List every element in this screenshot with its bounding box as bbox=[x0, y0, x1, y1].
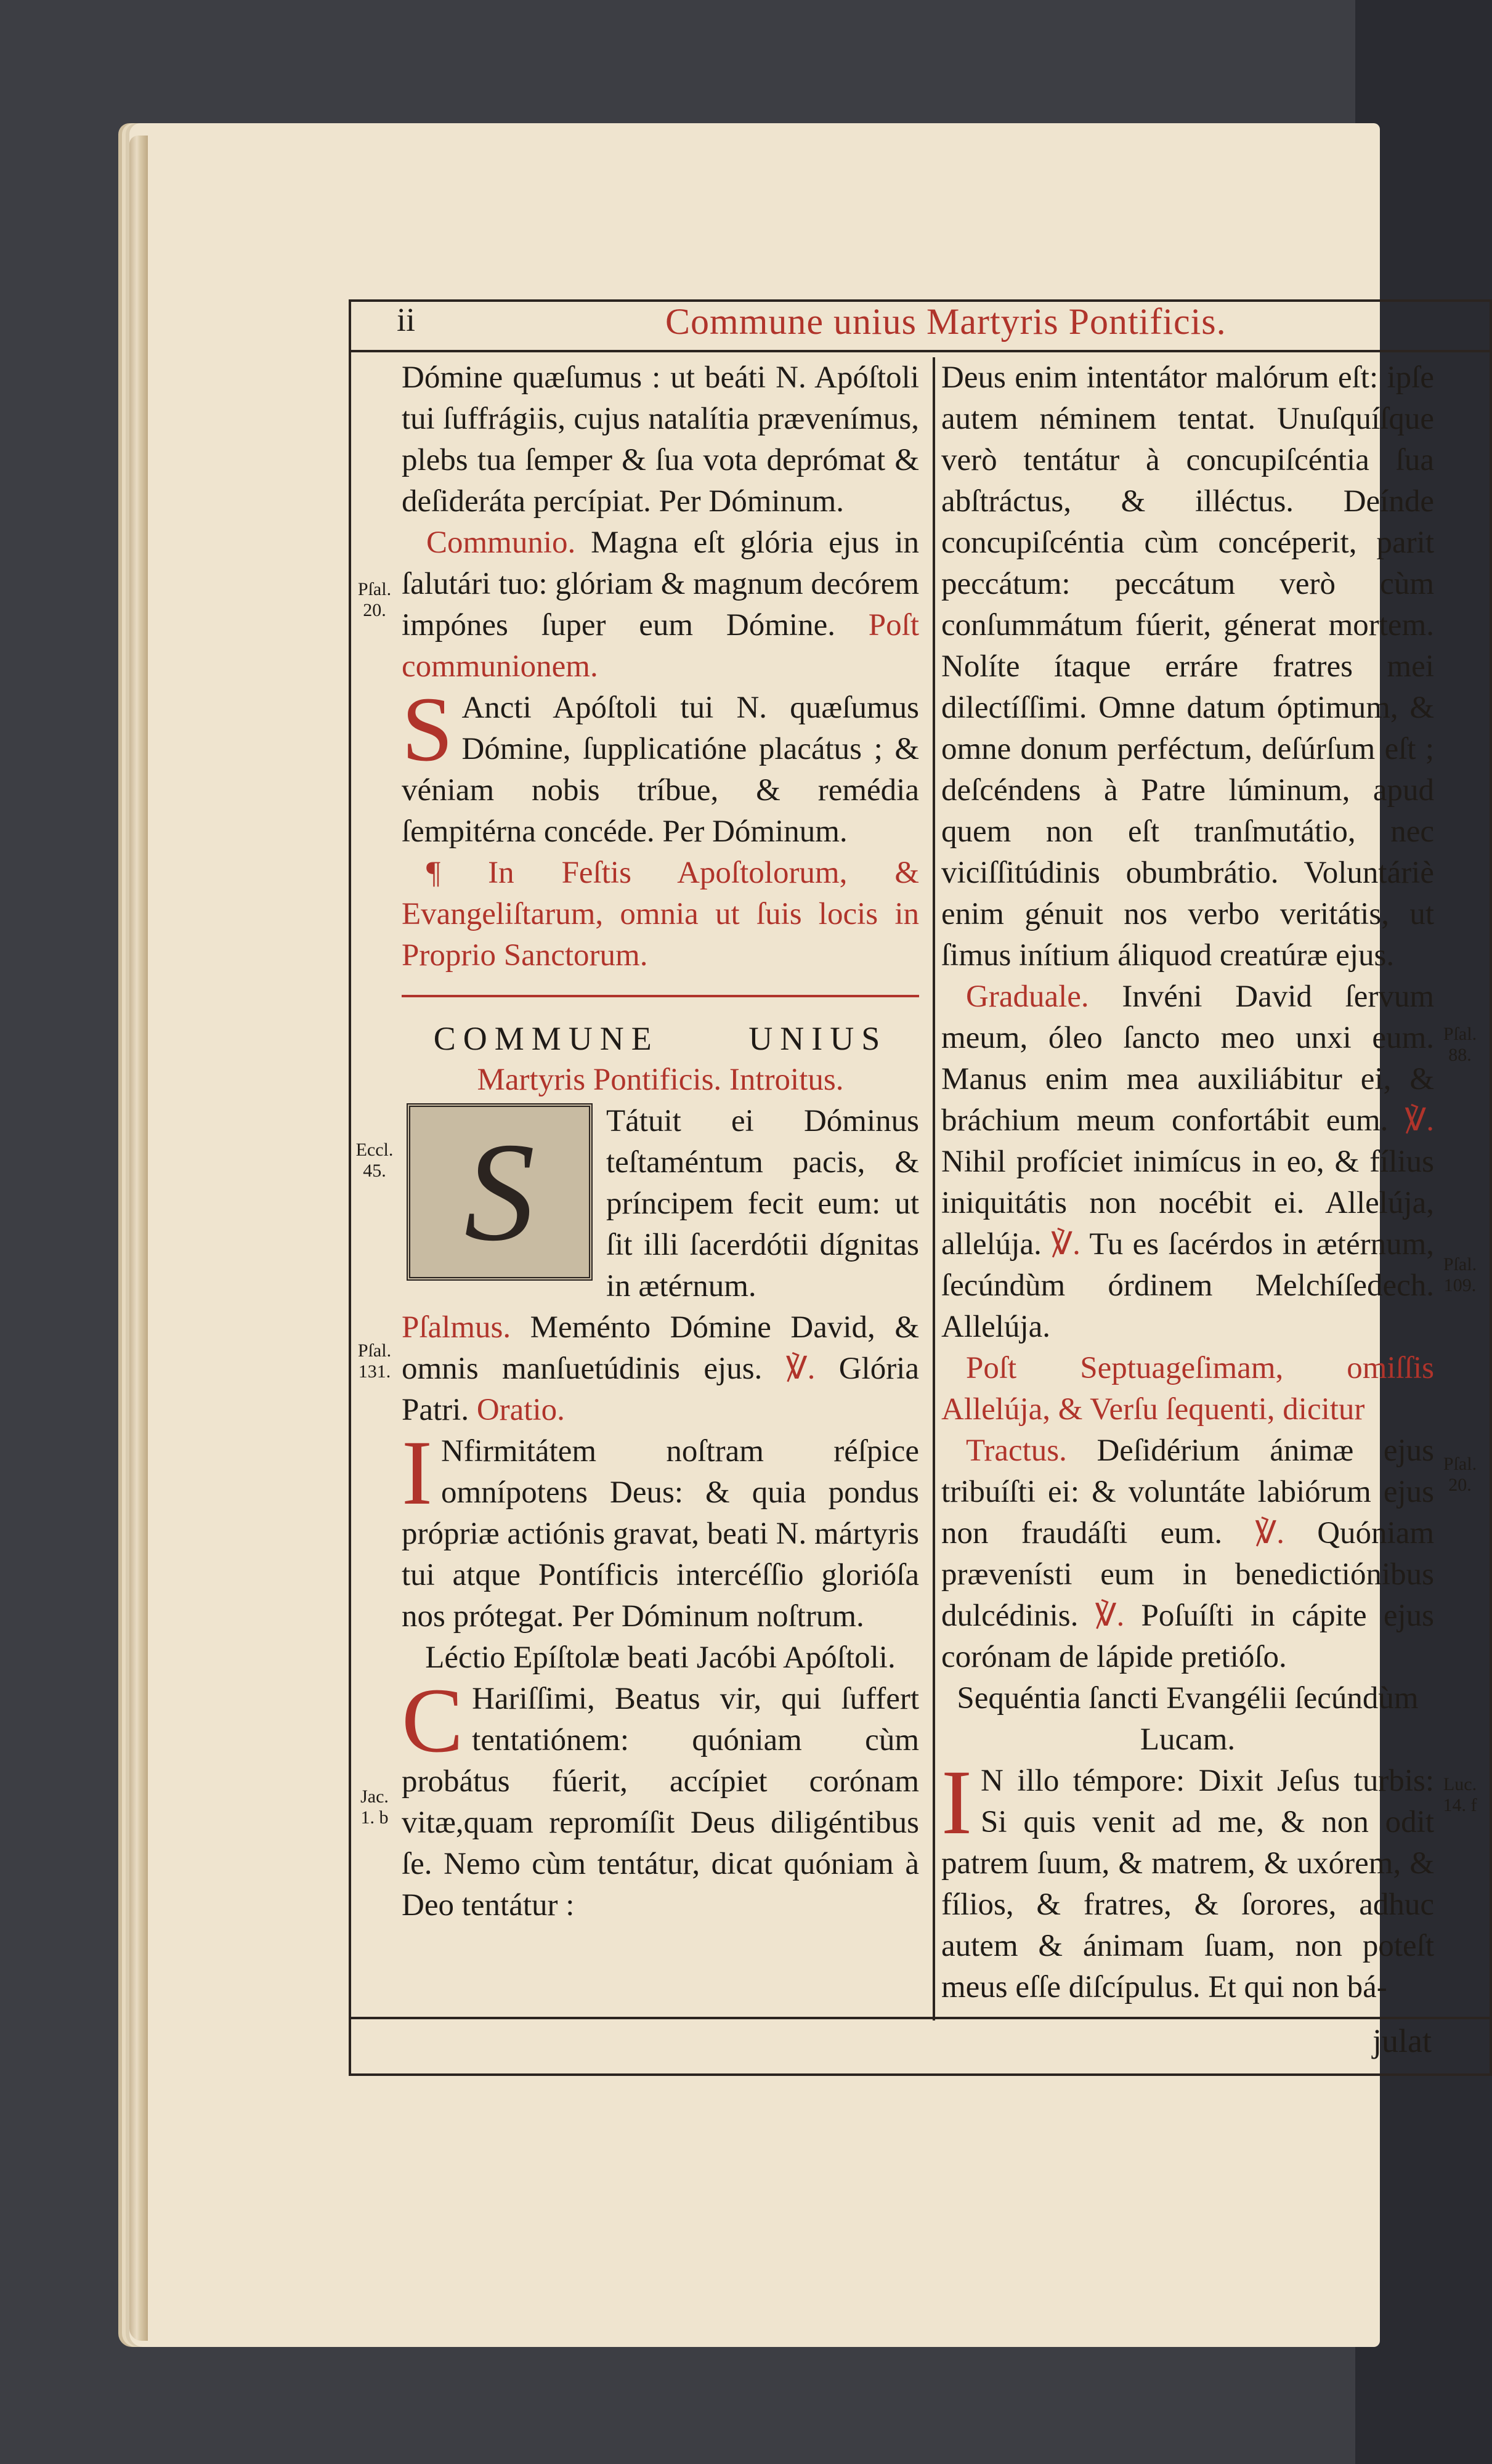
catchword: julat bbox=[1372, 2022, 1432, 2059]
drop-cap-s: S bbox=[402, 678, 453, 780]
postcommunio-text: Ancti Apóſtoli tui N. quæſumus Dómine, ſupplicatióne placátus ; & véniam nobis tríbue, & remédia ſempitérna concéde. Per Dóminum. bbox=[402, 691, 919, 849]
oratio-paragraph bbox=[402, 1422, 919, 1637]
margin-note-psal20: Pſal. 20. bbox=[357, 579, 392, 620]
tractus-verse-1: Quóniam prævenísti eum in benedictiónibus dulcédinis. bbox=[941, 1516, 1434, 1633]
margin-note-psal131: Pſal. 131. bbox=[357, 1340, 392, 1382]
margin-note-jac1: Jac. 1. b bbox=[360, 1786, 389, 1828]
margin-note-psal88: Pſal. 88. bbox=[1443, 1024, 1477, 1065]
left-column bbox=[402, 357, 919, 1926]
drop-cap-c: C bbox=[402, 1669, 464, 1772]
epistle-continuation: Deus enim intentátor malórum eſt: ipſe autem néminem tentat. Unuſquíſque verò tentátur à concupiſcéntia ſua abſtráctus, & illéctus. Deínde concupiſcéntia cùm concéperit, parit peccátum: peccátum verò cùm conſummátum fúerit, génerat mortem. Nolíte ítaque erráre fratres mei dilectíſſimi. Omne datum óptimum, & omne donum perféctum, deſúrſum eſt ; deſcéndens à Patre lúminum, apud quem non eſt tranſmutátio, nec viciſſitúdinis obumbrátio. Voluntáriè enim génuit nos verbo veritátis, ut ſimus inítium áliquod creatúræ ejus. bbox=[941, 360, 1434, 973]
communio-text: Magna eſt glória ejus in ſalutári tuo: glóriam & magnum decórem impónes ſuper eum Dómine. bbox=[402, 525, 919, 642]
graduale-label: Graduale. bbox=[966, 979, 1089, 1014]
tractus-paragraph bbox=[941, 1430, 1434, 1678]
margin-note-eccl45: Eccl. 45. bbox=[355, 1140, 394, 1181]
communio-label: Communio. bbox=[426, 525, 576, 560]
running-title: Commune unius Martyris Pontificis. bbox=[665, 301, 1226, 342]
section-divider bbox=[402, 995, 919, 997]
column-divider bbox=[933, 357, 935, 2020]
psalm-label: Pſalmus. bbox=[402, 1310, 511, 1345]
sequentia-title: Sequéntia ſancti Evangélii ſecúndùm Lucam. bbox=[957, 1681, 1419, 1757]
drop-cap-i-gospel: I bbox=[941, 1751, 972, 1854]
oratio-text: Nfirmitátem noſtram réſpice omnípotens Deus: & quia pondus própriæ actiónis gravat, beati N. mártyris tui atque Pontíficis intercéſſio glorióſa nos prótegat. Per Dóminum noſtrum. bbox=[402, 1434, 919, 1634]
oratio-label: Oratio. bbox=[476, 1393, 565, 1427]
collect-ending: Dómine quæſumus : ut beáti N. Apóſtoli tui ſuffrágiis, cujus natalítia prævenímus, plebs tua ſemper & ſua vota deprómat & deſideráta percípiat. Per Dóminum. bbox=[402, 360, 919, 519]
margin-note-luc14: Luc. 14. f bbox=[1443, 1774, 1477, 1815]
psalm-paragraph bbox=[402, 1307, 919, 1431]
page-edges bbox=[129, 136, 148, 2341]
lectio-title: Léctio Epíſtolæ beati Jacóbi Apóſtoli. bbox=[425, 1640, 896, 1675]
lectio-paragraph bbox=[402, 1669, 919, 1926]
alleluia-verse: Tu es ſacérdos in ætérnum, ſecúndùm órdinem Melchíſedech. Allelúja. bbox=[941, 1227, 1435, 1344]
versicle-icon: ℣. bbox=[1051, 1227, 1080, 1262]
rubric-septuagesima: Poſt Septuageſimam, omiſſis Allelúja, & Verſu ſequenti, dicitur bbox=[941, 1351, 1434, 1427]
psalm-text: Meménto Dómine David, & omnis manſuetúdinis ejus. bbox=[402, 1310, 919, 1386]
lectio-text: Hariſſimi, Beatus vir, qui ſuffert tentatiónem: quóniam cùm probátus fúerit, accípiet corónam vitæ,quam repromíſit Deus diligéntibus ſe. Nemo cùm tentátur, dicat quóniam à Deo tentátur : bbox=[402, 1682, 919, 1923]
footer-rule bbox=[349, 2017, 1490, 2019]
ornamental-initial-s: S bbox=[407, 1103, 593, 1281]
versicle-icon: ℣. bbox=[1255, 1516, 1284, 1550]
graduale-text: Invéni David ſervum meum, óleo ſancto meo unxi eum. Manus enim mea auxiliábitur ei, & bráchium meum confortábit eum. bbox=[941, 979, 1434, 1138]
section-title: COMMUNE UNIUS bbox=[433, 1020, 888, 1057]
tractus-text: Deſidérium ánimæ ejus tribuíſti ei: & voluntáte labiórum ejus non fraudáſti eum. bbox=[941, 1433, 1434, 1550]
gloria-text: Glória Patri. bbox=[402, 1352, 919, 1427]
rubric-apostles: ¶ In Feſtis Apoſtolorum, & Evangeliſtarum, omnia ut ſuis locis in Proprio Sanctorum. bbox=[402, 856, 919, 973]
header-rule bbox=[349, 350, 1490, 352]
section-subtitle: Martyris Pontificis. Introitus. bbox=[477, 1063, 844, 1097]
versicle-icon: ℣. bbox=[1405, 1103, 1435, 1138]
graduale-verse: Nihil profíciet inimícus in eo, & fílius iniquitátis non nocébit ei. bbox=[941, 1145, 1434, 1220]
graduale-paragraph bbox=[941, 976, 1434, 1348]
versicle-icon: ℣. bbox=[1095, 1599, 1125, 1633]
gospel-text: N illo témpore: Dixit Jeſus turbis: Si quis venit ad me, & non odit patrem ſuum, & matrem, & uxórem, & fílios, & fratres, & ſorores, adhuc autem & ánimam ſuam, non poteſt meus eſſe diſcípulus. Et qui non bá- bbox=[941, 1764, 1434, 2004]
right-column bbox=[941, 357, 1434, 2008]
postcommunio-label: Poſt communionem. bbox=[402, 608, 919, 684]
gospel-paragraph bbox=[941, 1751, 1434, 2008]
margin-note-psal109: Pſal. 109. bbox=[1443, 1254, 1477, 1295]
alleluia-text: Allelúja, allelúja. bbox=[941, 1186, 1434, 1262]
tractus-label: Tractus. bbox=[966, 1433, 1067, 1468]
tractus-verse-2: Poſuíſti in cápite ejus corónam de lápide pretióſo. bbox=[941, 1599, 1435, 1674]
drop-cap-i: I bbox=[402, 1422, 432, 1524]
communio-paragraph bbox=[402, 522, 919, 687]
postcommunio-paragraph bbox=[402, 678, 919, 853]
introit-text: Tátuit ei Dóminus teſtaméntum pacis, & príncipem fecit eum: ut ſit illi ſacerdótii dígnitas in ætérnum. bbox=[606, 1104, 919, 1303]
margin-note-psal20b: Pſal. 20. bbox=[1443, 1454, 1477, 1495]
page-number: ii bbox=[397, 301, 416, 338]
introit-paragraph bbox=[402, 1101, 919, 1307]
versicle-icon: ℣. bbox=[785, 1352, 816, 1386]
